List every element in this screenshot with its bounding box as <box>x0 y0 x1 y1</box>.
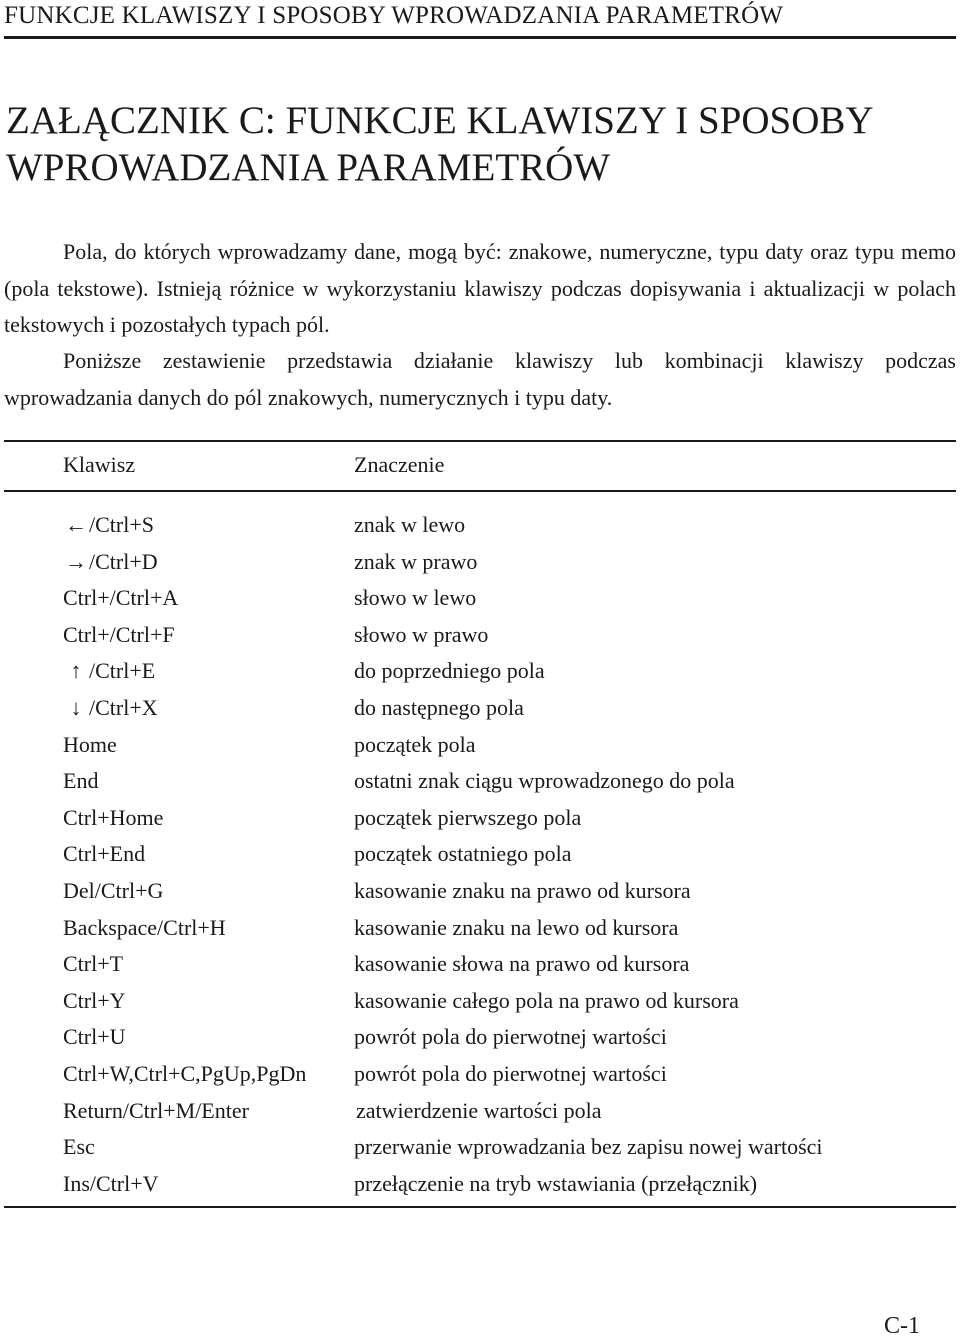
key-label: Ctrl+/Ctrl+A <box>63 585 179 611</box>
table-row <box>0 1134 960 1171</box>
key-label: Return/Ctrl+M/Enter <box>63 1097 249 1123</box>
meaning-cell: przełączenie na tryb wstawiania (przełącznik) <box>354 1170 758 1196</box>
table-row <box>0 1061 960 1098</box>
paragraph-summary-text: Poniższe zestawienie przedstawia działanie klawiszy lub kombinacji klawiszy podczas wprowadzania danych do pól znakowych, numerycznych i typu daty. <box>4 348 956 410</box>
paragraph-intro <box>4 234 956 344</box>
table-row <box>0 1098 960 1135</box>
key-cell <box>63 915 226 941</box>
paragraph-intro-text: Pola, do których wprowadzamy dane, mogą być: znakowe, numeryczne, typu daty oraz typu memo (pola tekstowe). Istnieją różnice w wykorzystaniu klawiszy podczas dopisywania i aktualizacji w polach tekstowych i pozostałych typach pól. <box>4 239 956 337</box>
key-cell <box>63 951 123 977</box>
table-row <box>0 549 960 586</box>
key-cell <box>63 549 158 575</box>
key-label: Ctrl+U <box>63 1024 126 1050</box>
key-cell <box>63 695 158 721</box>
table-row <box>0 878 960 915</box>
key-label: /Ctrl+D <box>89 548 158 574</box>
key-label: Ctrl+End <box>63 841 146 867</box>
key-label: Ctrl+Home <box>63 804 164 830</box>
meaning-cell: ostatni znak ciągu wprowadzonego do pola <box>354 768 735 794</box>
meaning-cell: słowo w prawo <box>354 621 489 647</box>
key-cell <box>63 658 155 684</box>
table-row <box>0 695 960 732</box>
running-header: FUNKCJE KLAWISZY I SPOSOBY WPROWADZANIA PARAMETRÓW <box>4 2 784 29</box>
key-table-body <box>0 512 960 1207</box>
table-row <box>0 805 960 842</box>
key-cell <box>63 841 145 867</box>
up-arrow-icon: ↑ <box>70 658 82 684</box>
table-header-meaning: Znaczenie <box>354 452 445 477</box>
meaning-cell: kasowanie znaku na prawo od kursora <box>354 877 691 903</box>
key-cell <box>63 1134 95 1160</box>
key-label: Backspace/Ctrl+H <box>63 914 226 940</box>
table-header-key: Klawisz <box>63 452 136 477</box>
table-bottom-rule <box>4 1206 956 1208</box>
key-label: Esc <box>63 1134 95 1160</box>
table-row <box>0 1171 960 1208</box>
key-label: /Ctrl+S <box>89 512 154 537</box>
chapter-title: ZAŁĄCZNIK C: FUNKCJE KLAWISZY I SPOSOBY WPROWADZANIA PARAMETRÓW <box>6 99 873 189</box>
meaning-cell: zatwierdzenie wartości pola <box>356 1097 602 1123</box>
meaning-cell: kasowanie słowa na prawo od kursora <box>354 951 690 977</box>
table-top-rule <box>4 440 956 442</box>
key-label: Home <box>63 731 117 757</box>
table-row <box>0 841 960 878</box>
meaning-cell: do następnego pola <box>354 694 524 720</box>
table-row <box>0 658 960 695</box>
table-row <box>0 585 960 622</box>
meaning-cell: początek pola <box>354 731 476 757</box>
table-row <box>0 732 960 769</box>
table-row <box>0 768 960 805</box>
key-label: Ctrl+Y <box>63 987 126 1013</box>
right-arrow-icon: → <box>65 548 87 574</box>
table-row <box>0 622 960 659</box>
key-cell <box>63 1024 126 1050</box>
meaning-cell: słowo w lewo <box>354 585 477 611</box>
down-arrow-icon: ↓ <box>70 694 82 720</box>
page-number: C-1 <box>884 1313 920 1339</box>
key-cell <box>63 878 163 904</box>
meaning-cell: przerwanie wprowadzania bez zapisu nowej wartości <box>354 1134 823 1160</box>
key-label: Ctrl+T <box>63 951 124 977</box>
meaning-cell: początek pierwszego pola <box>354 804 582 830</box>
table-row <box>0 988 960 1025</box>
table-row <box>0 951 960 988</box>
key-cell <box>63 512 154 538</box>
meaning-cell: znak w lewo <box>354 512 466 537</box>
header-rule <box>4 36 956 39</box>
table-header-rule <box>4 490 956 492</box>
meaning-cell: znak w prawo <box>354 548 478 574</box>
meaning-cell: do poprzedniego pola <box>354 658 545 684</box>
key-cell <box>63 1171 159 1197</box>
key-cell <box>63 732 117 758</box>
meaning-cell: powrót pola do pierwotnej wartości <box>354 1060 667 1086</box>
paragraph-summary <box>4 343 956 416</box>
key-cell <box>63 1061 306 1087</box>
meaning-cell: kasowanie całego pola na prawo od kursora <box>354 987 739 1013</box>
table-row <box>0 1024 960 1061</box>
key-label: Ctrl+W,Ctrl+C,PgUp,PgDn <box>63 1060 307 1086</box>
meaning-cell: powrót pola do pierwotnej wartości <box>354 1024 667 1050</box>
key-cell <box>63 805 163 831</box>
key-cell <box>63 768 98 794</box>
key-label: /Ctrl+X <box>89 694 158 720</box>
table-row <box>0 512 960 549</box>
meaning-cell: kasowanie znaku na lewo od kursora <box>354 914 679 940</box>
key-cell <box>63 622 175 648</box>
key-label: End <box>63 768 99 794</box>
key-cell <box>63 988 126 1014</box>
key-label: Del/Ctrl+G <box>63 877 164 903</box>
key-label: Ctrl+/Ctrl+F <box>63 621 175 647</box>
key-cell <box>63 1098 249 1124</box>
table-row <box>0 915 960 952</box>
left-arrow-icon: ← <box>65 512 87 537</box>
key-label: /Ctrl+E <box>89 658 156 684</box>
key-cell <box>63 585 178 611</box>
key-label: Ins/Ctrl+V <box>63 1170 159 1196</box>
meaning-cell: początek ostatniego pola <box>354 841 572 867</box>
